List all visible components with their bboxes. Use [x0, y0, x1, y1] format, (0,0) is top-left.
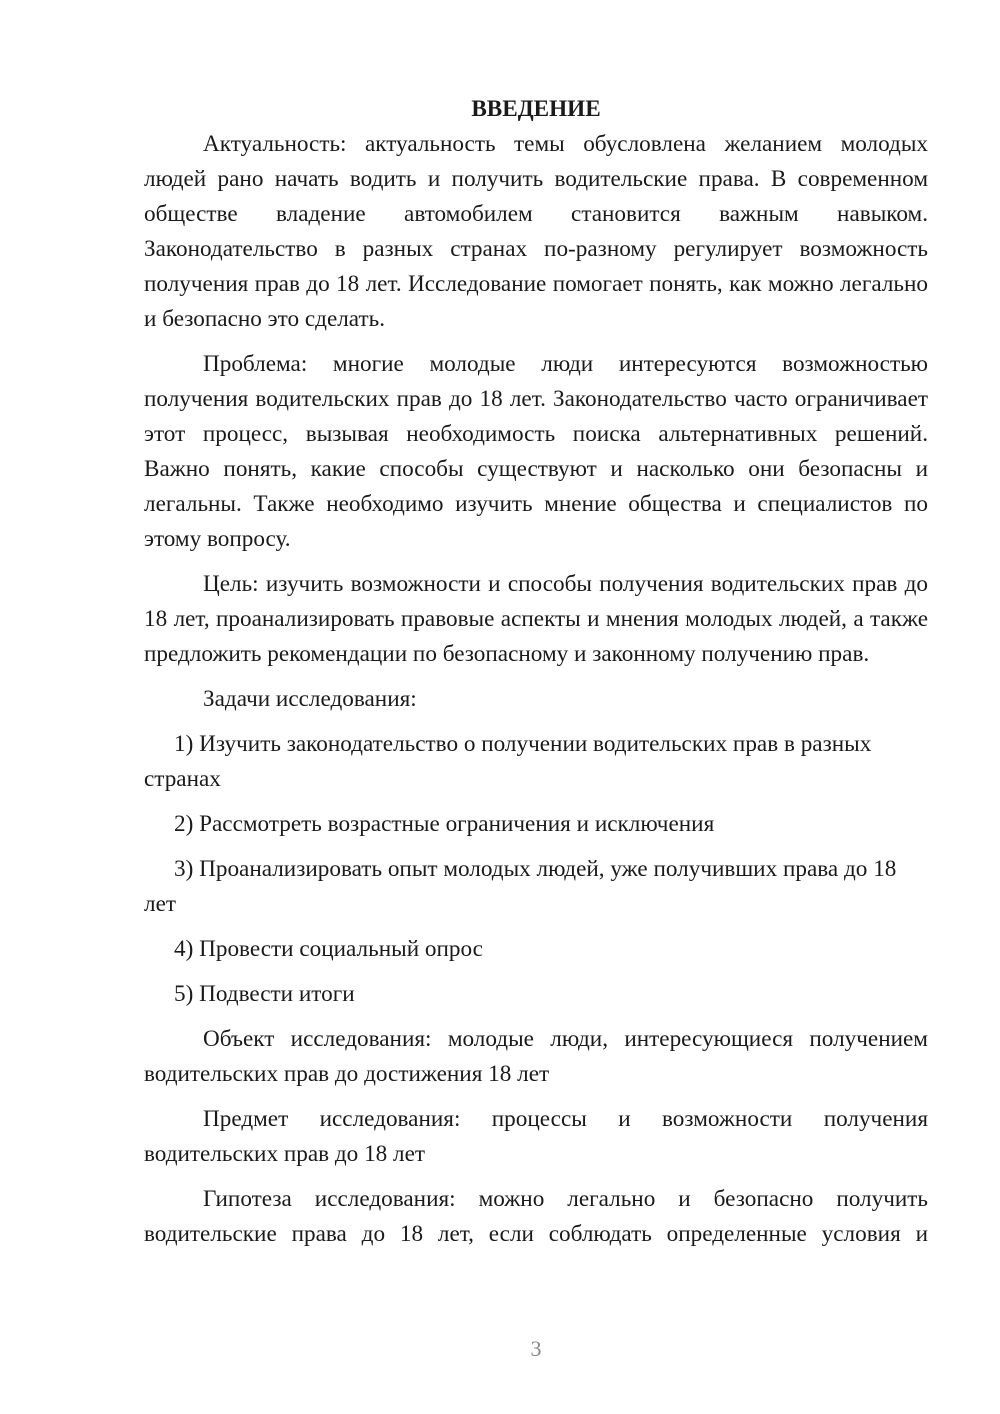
- object-paragraph: Объект исследования: молодые люди, интересующиеся получением водительских прав до достижения 18 лет: [144, 1026, 928, 1087]
- relevance-paragraph: Актуальность: актуальность темы обусловлена желанием молодых людей рано начать водить и получить водительские права. В современном обществе владение автомобилем становится важным навыком. Законодательство в разных странах по-разному регулирует возможность получения прав до 18 лет. Исследование помогает понять, как можно легально и безопасно это сделать.: [144, 131, 928, 332]
- section-title: ВВЕДЕНИЕ: [471, 96, 601, 122]
- page-number: 3: [530, 1336, 542, 1361]
- goal-paragraph: Цель: изучить возможности и способы получения водительских прав до 18 лет, проанализировать правовые аспекты и мнения молодых людей, а также предложить рекомендации по безопасному и законному получению прав.: [144, 571, 928, 667]
- task-item: 5) Подвести итоги: [174, 981, 355, 1007]
- task-item: 3) Проанализировать опыт молодых людей, уже получивших права до 18 лет: [144, 856, 897, 917]
- hypothesis-paragraph: Гипотеза исследования: можно легально и безопасно получить водительские права до 18 лет, если соблюдать определенные условия и: [144, 1186, 928, 1247]
- subject-paragraph: Предмет исследования: процессы и возможности получения водительских прав до 18 лет: [144, 1106, 928, 1167]
- tasks-list: [144, 727, 928, 1012]
- task-item: 4) Провести социальный опрос: [174, 936, 483, 962]
- task-item: 2) Рассмотреть возрастные ограничения и исключения: [174, 811, 715, 837]
- document-page: [144, 92, 928, 1262]
- task-item: 1) Изучить законодательство о получении водительских прав в разных странах: [144, 731, 872, 792]
- tasks-heading: Задачи исследования:: [203, 686, 417, 712]
- problem-paragraph: Проблема: многие молодые люди интересуются возможностью получения водительских прав до 18 лет. Законодательство часто ограничивает этот процесс, вызывая необходимость поиска альтернативных решений. Важно понять, какие способы существуют и насколько они безопасны и легальны. Также необходимо изучить мнение общества и специалистов по этому вопросу.: [144, 351, 928, 552]
